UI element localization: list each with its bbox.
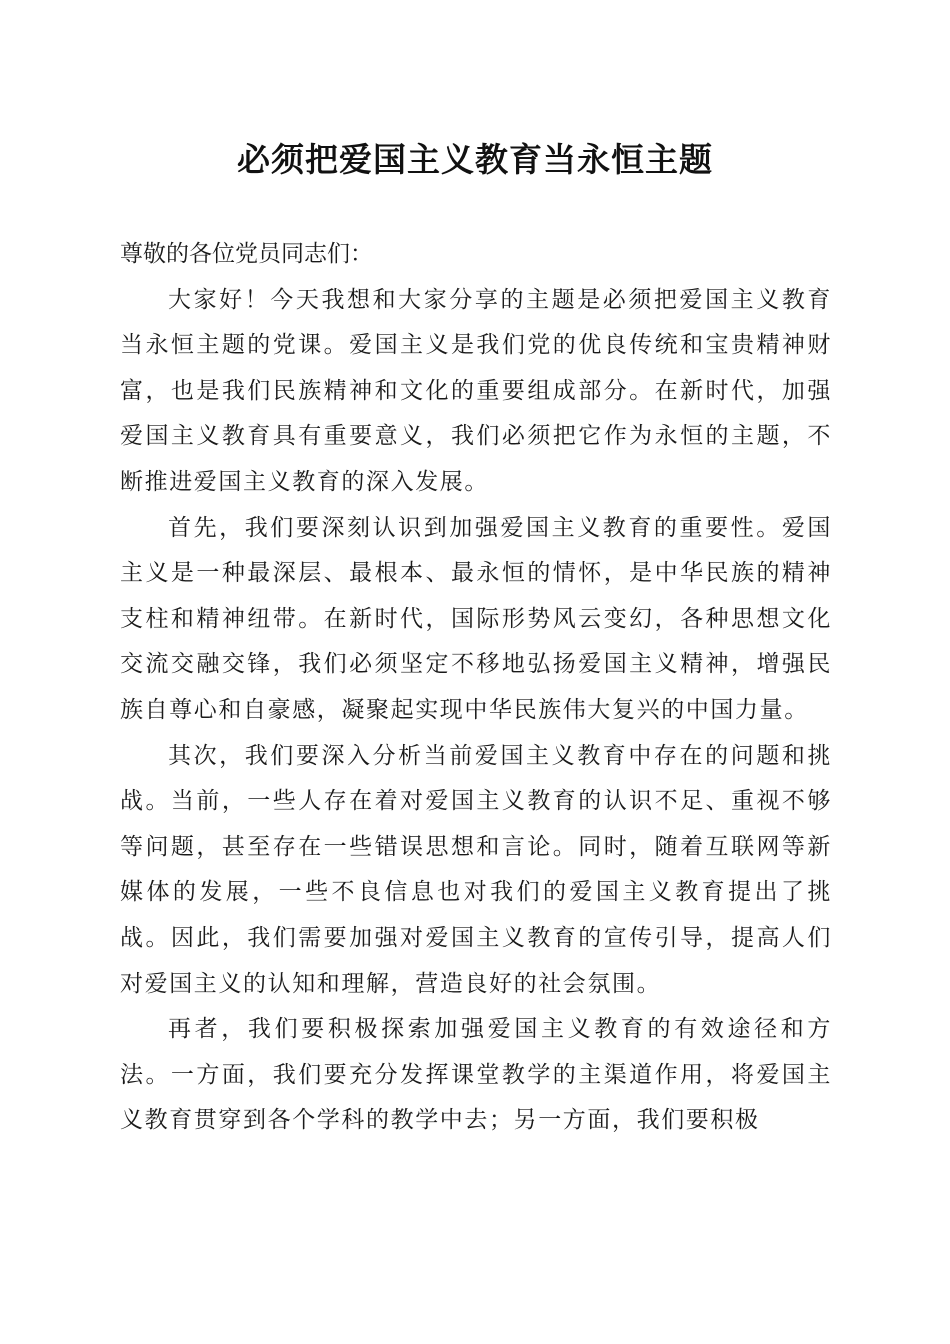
paragraph-2: 首先，我们要深刻认识到加强爱国主义教育的重要性。爱国主义是一种最深层、最根本、最永恒的情怀，是中华民族的精神支柱和精神纽带。在新时代，国际形势风云变幻，各种思想文化交流交融交锋，我们必须坚定不移地弘扬爱国主义精神，增强民族自尊心和自豪感，凝聚起实现中华民族伟大复兴的中国力量。 bbox=[120, 514, 832, 723]
paragraph-4: 再者，我们要积极探索加强爱国主义教育的有效途径和方法。一方面，我们要充分发挥课堂教学的主渠道作用，将爱国主义教育贯穿到各个学科的教学中去；另一方面，我们要积极 bbox=[120, 1016, 832, 1134]
paragraph-1: 大家好！今天我想和大家分享的主题是必须把爱国主义教育当永恒主题的党课。爱国主义是我们党的优良传统和宝贵精神财富，也是我们民族精神和文化的重要组成部分。在新时代，加强爱国主义教育具有重要意义，我们必须把它作为永恒的主题，不断推进爱国主义教育的深入发展。 bbox=[120, 286, 832, 495]
document-title: 必须把爱国主义教育当永恒主题 bbox=[237, 140, 713, 179]
document-body bbox=[120, 232, 832, 1144]
salutation: 尊敬的各位党员同志们： bbox=[120, 241, 373, 267]
paragraph-3: 其次，我们要深入分析当前爱国主义教育中存在的问题和挑战。当前，一些人存在着对爱国主义教育的认识不足、重视不够等问题，甚至存在一些错误思想和言论。同时，随着互联网等新媒体的发展，一些不良信息也对我们的爱国主义教育提出了挑战。因此，我们需要加强对爱国主义教育的宣传引导，提高人们对爱国主义的认知和理解，营造良好的社会氛围。 bbox=[120, 742, 832, 997]
